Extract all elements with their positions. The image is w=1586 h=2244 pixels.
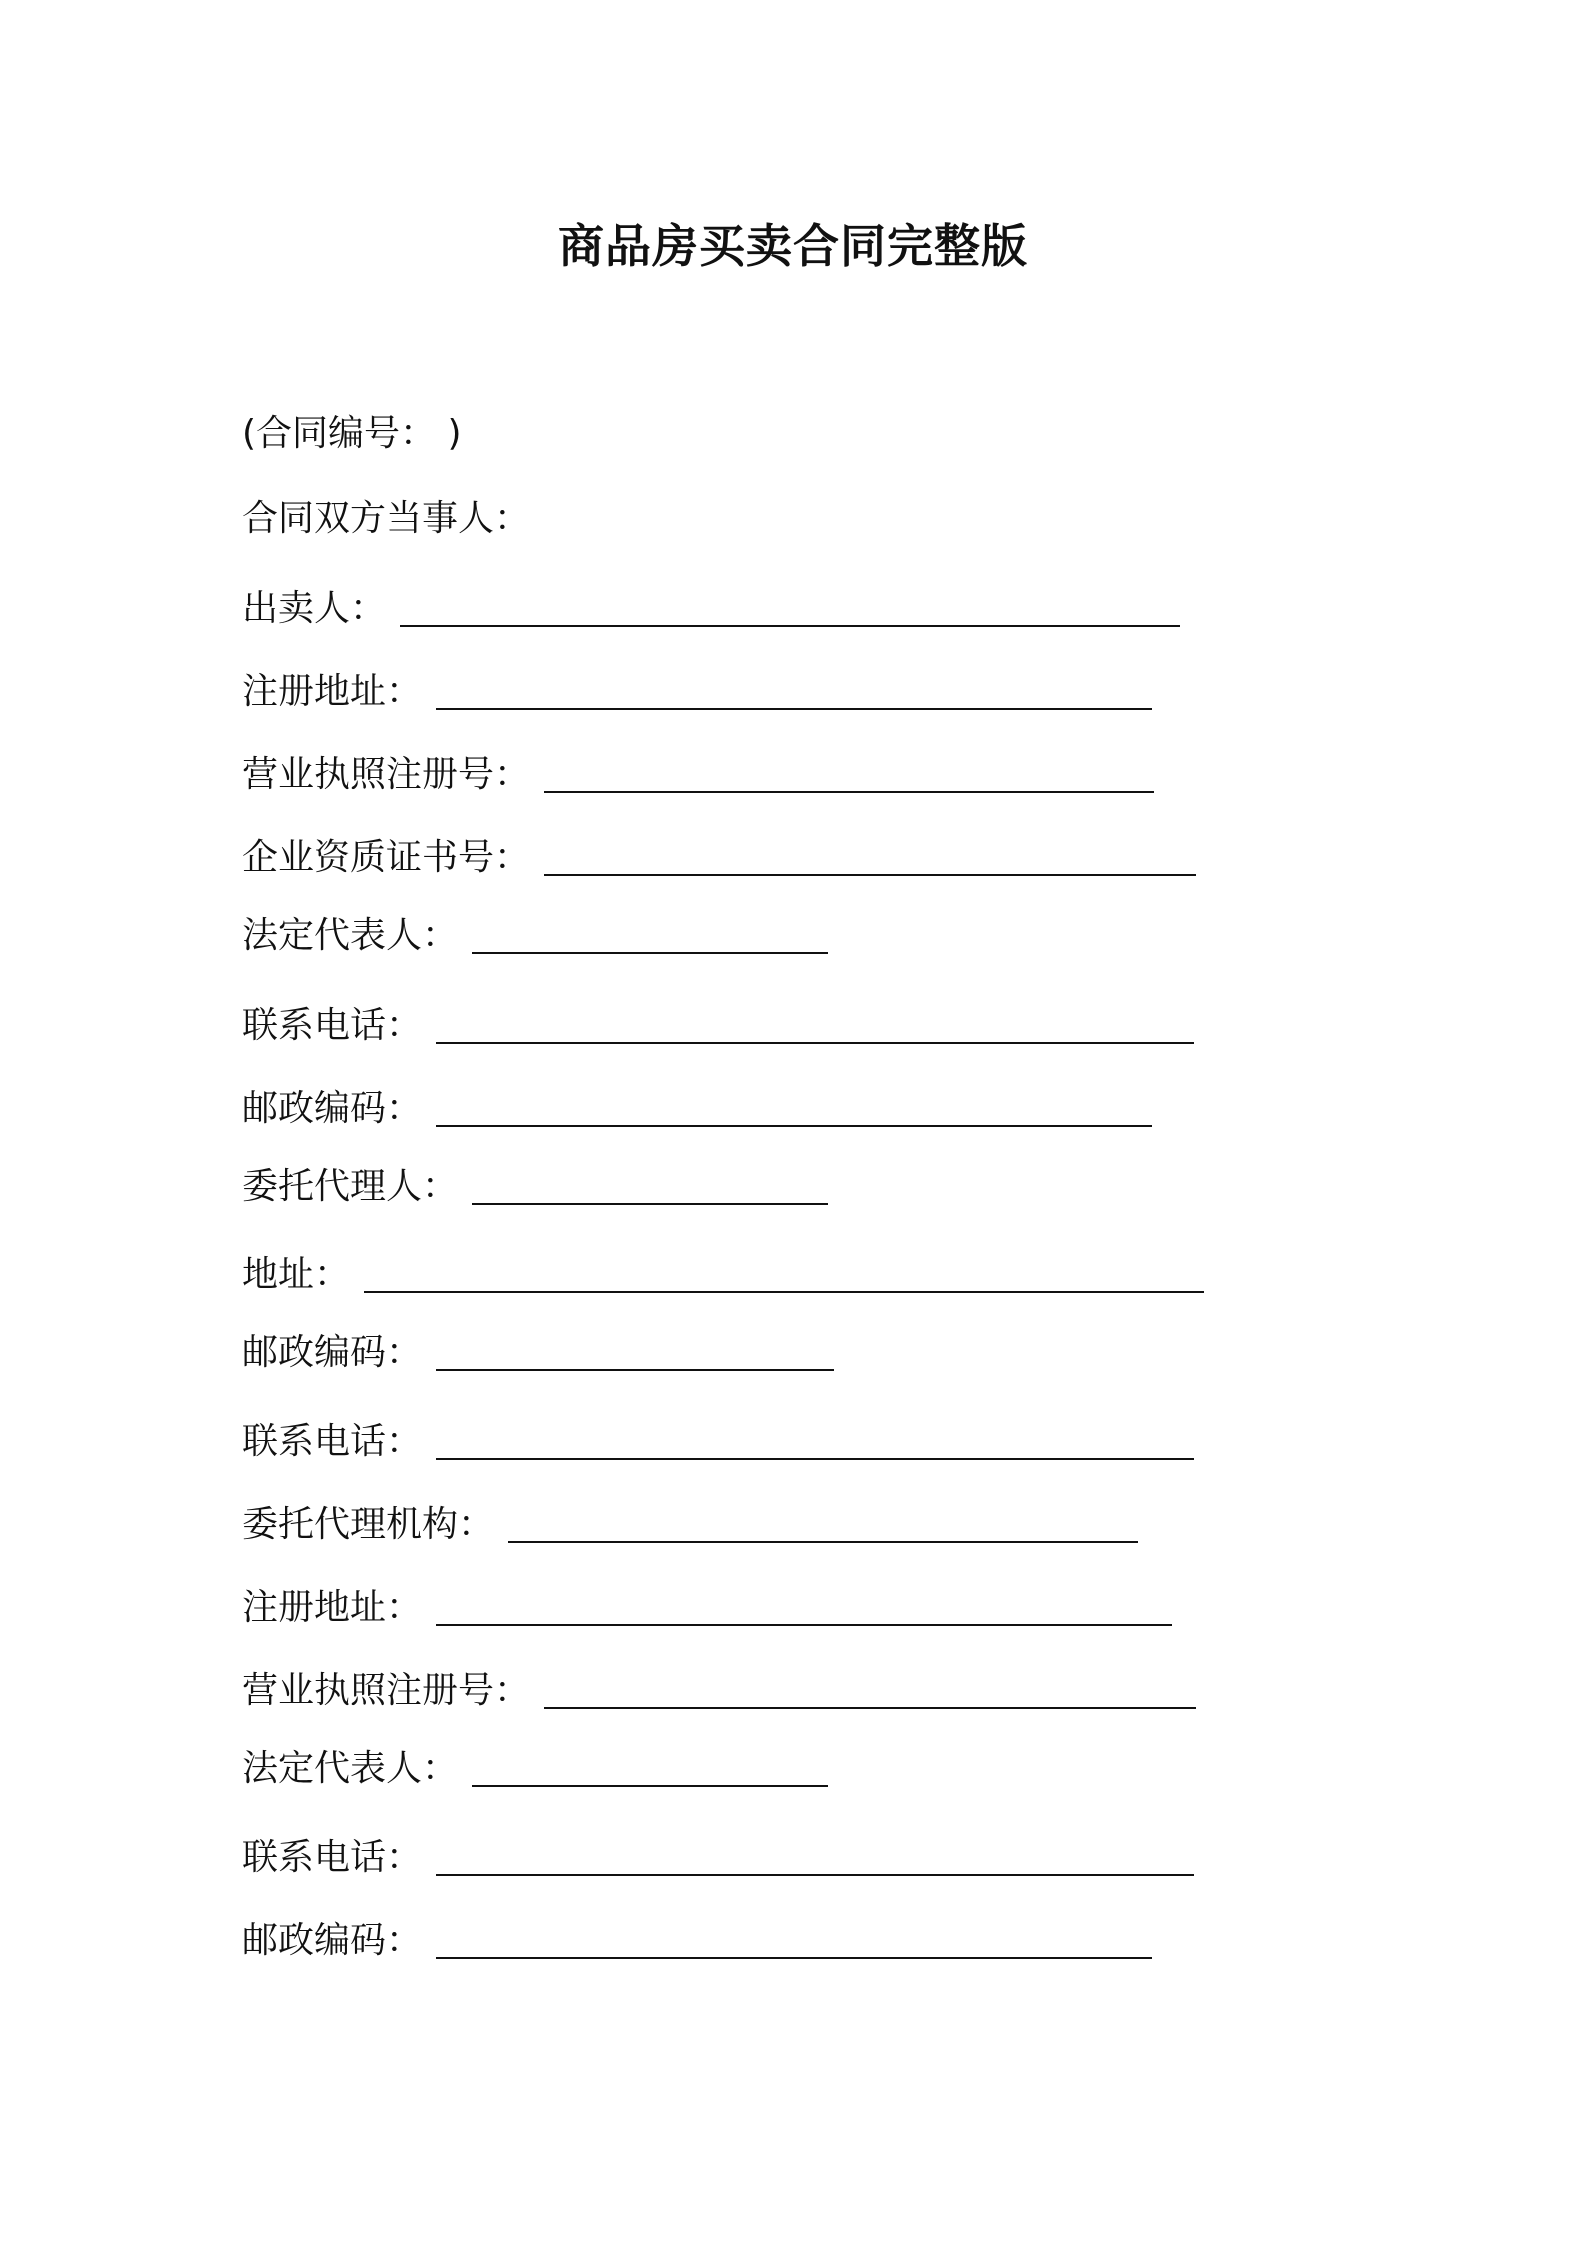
- fill-in-blank[interactable]: [436, 1428, 1194, 1460]
- fill-in-blank[interactable]: [436, 1012, 1194, 1044]
- parties-heading: [242, 497, 530, 541]
- field-label: 企业资质证书号：: [242, 837, 531, 878]
- field-qualification-cert-no: [242, 836, 1196, 880]
- fill-in-blank[interactable]: [436, 1844, 1194, 1876]
- parties-heading-label: 合同双方当事人：: [242, 498, 531, 539]
- field-agency: [242, 1503, 1138, 1547]
- field-phone-3: [242, 1836, 1194, 1880]
- field-business-license-no: [242, 753, 1154, 797]
- fill-in-blank[interactable]: [436, 1095, 1152, 1127]
- field-legal-representative: [242, 914, 828, 958]
- field-seller: [242, 587, 1180, 631]
- field-label: 委托代理机构：: [242, 1504, 495, 1545]
- fill-in-blank[interactable]: [436, 1594, 1172, 1626]
- field-legal-representative-2: [242, 1747, 828, 1791]
- contract-number: [242, 412, 462, 456]
- fill-in-blank[interactable]: [544, 1677, 1196, 1709]
- field-agent: [242, 1165, 828, 1209]
- field-registered-address-2: [242, 1586, 1172, 1630]
- field-label: 注册地址：: [242, 1587, 423, 1628]
- field-label: 联系电话：: [242, 1005, 423, 1046]
- field-label: 出卖人：: [242, 588, 387, 629]
- field-address: [242, 1253, 1204, 1297]
- field-registered-address: [242, 670, 1152, 714]
- fill-in-blank[interactable]: [508, 1511, 1138, 1543]
- field-label: 邮政编码：: [242, 1088, 423, 1129]
- field-label: 地址：: [242, 1254, 351, 1295]
- field-label: 委托代理人：: [242, 1166, 459, 1207]
- field-postal-code: [242, 1087, 1152, 1131]
- field-label: 联系电话：: [242, 1837, 423, 1878]
- fill-in-blank[interactable]: [400, 595, 1180, 627]
- field-postal-code-2: [242, 1331, 834, 1375]
- fill-in-blank[interactable]: [472, 922, 828, 954]
- fill-in-blank[interactable]: [544, 761, 1154, 793]
- field-label: 法定代表人：: [242, 915, 459, 956]
- field-label: 营业执照注册号：: [242, 754, 531, 795]
- field-label: 邮政编码：: [242, 1920, 423, 1961]
- field-label: 邮政编码：: [242, 1332, 423, 1373]
- fill-in-blank[interactable]: [436, 678, 1152, 710]
- field-postal-code-3: [242, 1919, 1152, 1963]
- field-label: 注册地址：: [242, 671, 423, 712]
- field-phone-2: [242, 1420, 1194, 1464]
- document-title: 商品房买卖合同完整版: [558, 219, 1028, 273]
- field-label: 营业执照注册号：: [242, 1670, 531, 1711]
- fill-in-blank[interactable]: [544, 844, 1196, 876]
- field-business-license-no-2: [242, 1669, 1196, 1713]
- fill-in-blank[interactable]: [364, 1261, 1204, 1293]
- fill-in-blank[interactable]: [472, 1173, 828, 1205]
- field-phone: [242, 1004, 1194, 1048]
- contract-number-label: (合同编号： ): [242, 413, 462, 454]
- fill-in-blank[interactable]: [436, 1339, 834, 1371]
- fill-in-blank[interactable]: [472, 1755, 828, 1787]
- fill-in-blank[interactable]: [436, 1927, 1152, 1959]
- field-label: 联系电话：: [242, 1421, 423, 1462]
- field-label: 法定代表人：: [242, 1748, 459, 1789]
